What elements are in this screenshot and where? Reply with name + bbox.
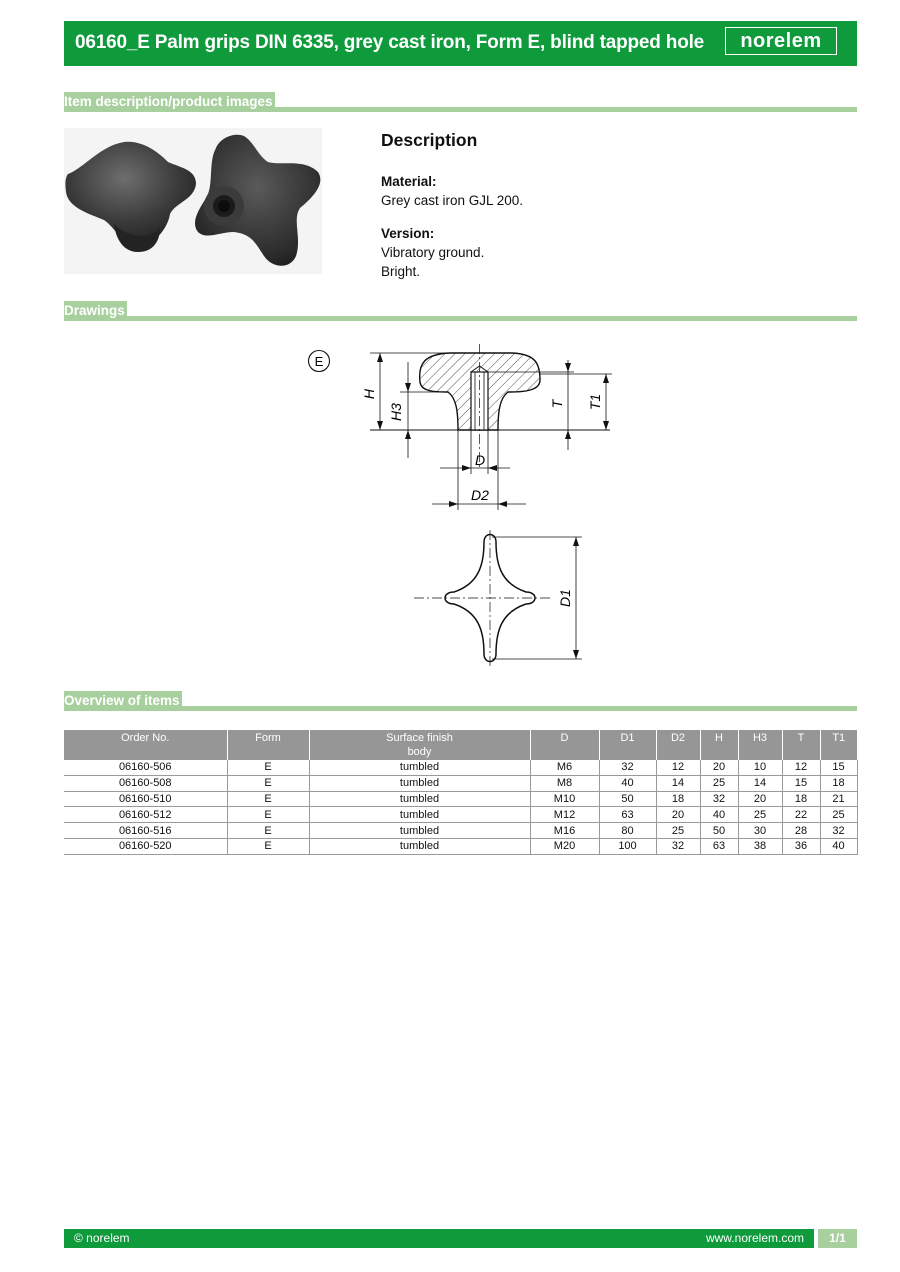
section-drawing [300, 340, 620, 515]
footer-bar [64, 1229, 814, 1248]
table-cell: 32 [820, 823, 857, 839]
footer-website-link[interactable]: www.norelem.com [705, 1231, 804, 1245]
footer-copyright: © norelem [74, 1231, 130, 1245]
table-cell: 40 [820, 838, 857, 854]
col-header-form: Form [227, 730, 309, 760]
table-cell: 30 [738, 823, 782, 839]
page-title: 06160_E Palm grips DIN 6335, grey cast iron, Form E, blind tapped hole [75, 32, 705, 53]
table-cell: E [227, 838, 309, 854]
table-row [64, 807, 857, 823]
table-cell: 50 [599, 791, 656, 807]
table-row [64, 791, 857, 807]
dim-label-d2: D2 [471, 487, 489, 503]
dim-label-t1: T1 [587, 393, 603, 411]
table-cell: 06160-516 [64, 823, 227, 839]
section-title-drawings: Drawings [64, 301, 127, 321]
dim-label-t: T [549, 399, 565, 409]
table-cell: M20 [530, 838, 599, 854]
table-cell: 20 [700, 760, 738, 775]
table-cell: M16 [530, 823, 599, 839]
table-cell: 06160-508 [64, 775, 227, 791]
table-cell: 20 [738, 791, 782, 807]
page-number: 1/1 [818, 1229, 857, 1248]
col-header-d: D [530, 730, 599, 760]
table-cell: 63 [700, 838, 738, 854]
table-cell: 36 [782, 838, 820, 854]
top-view-drawing [400, 528, 600, 668]
table-cell: tumbled [309, 791, 530, 807]
table-cell: 22 [782, 807, 820, 823]
table-cell: 14 [656, 775, 700, 791]
col-header-h: H [700, 730, 738, 760]
table-cell: 18 [656, 791, 700, 807]
section-drawings [64, 301, 857, 321]
table-cell: tumbled [309, 823, 530, 839]
dim-label-d1: D1 [557, 589, 573, 607]
table-cell: tumbled [309, 807, 530, 823]
table-cell: M8 [530, 775, 599, 791]
page-header [64, 21, 857, 66]
table-cell: tumbled [309, 760, 530, 775]
table-cell: 15 [820, 760, 857, 775]
table-cell: 25 [656, 823, 700, 839]
table-cell: 06160-520 [64, 838, 227, 854]
col-header-d1: D1 [599, 730, 656, 760]
table-cell: 32 [700, 791, 738, 807]
table-cell: 80 [599, 823, 656, 839]
table-cell: 15 [782, 775, 820, 791]
table-row [64, 775, 857, 791]
table-cell: 14 [738, 775, 782, 791]
material-block [381, 172, 841, 210]
table-row [64, 760, 857, 775]
section-title-item-description: Item description/product images [64, 92, 275, 112]
description-title: Description [381, 130, 478, 150]
col-header-surface-finish: Surface finish body [309, 730, 530, 760]
table-cell: 06160-512 [64, 807, 227, 823]
table-cell: M6 [530, 760, 599, 775]
table-cell: E [227, 760, 309, 775]
section-overview [64, 691, 857, 711]
material-label: Material: [381, 174, 437, 189]
dim-label-h: H [361, 388, 377, 400]
dim-label-d: D [474, 452, 486, 468]
table-row [64, 823, 857, 839]
items-table [64, 730, 858, 855]
logo-text: norelem [740, 30, 822, 52]
table-cell: M12 [530, 807, 599, 823]
table-cell: E [227, 823, 309, 839]
table-header-row [64, 730, 857, 760]
table-cell: 38 [738, 838, 782, 854]
norelem-logo [725, 27, 837, 55]
col-header-t1: T1 [820, 730, 857, 760]
table-cell: E [227, 791, 309, 807]
form-marker-letter: E [314, 354, 324, 369]
table-cell: 12 [782, 760, 820, 775]
col-header-h3: H3 [738, 730, 782, 760]
table-cell: 18 [820, 775, 857, 791]
version-line-1: Vibratory ground. [381, 245, 485, 260]
table-cell: tumbled [309, 838, 530, 854]
version-label: Version: [381, 226, 435, 241]
version-line-2: Bright. [381, 264, 421, 279]
table-cell: 32 [599, 760, 656, 775]
page-footer [64, 1229, 857, 1248]
description-panel [381, 128, 841, 295]
table-cell: 32 [656, 838, 700, 854]
table-cell: 25 [738, 807, 782, 823]
dim-label-h3: H3 [388, 403, 404, 421]
table-cell: 21 [820, 791, 857, 807]
col-header-order-no: Order No. [64, 730, 227, 760]
material-value: Grey cast iron GJL 200. [381, 193, 524, 208]
col-header-d2: D2 [656, 730, 700, 760]
table-cell: 25 [700, 775, 738, 791]
section-item-description [64, 92, 857, 112]
table-cell: E [227, 807, 309, 823]
col-header-t: T [782, 730, 820, 760]
table-cell: 40 [599, 775, 656, 791]
table-cell: 12 [656, 760, 700, 775]
table-cell: 50 [700, 823, 738, 839]
section-title-overview: Overview of items [64, 691, 182, 711]
table-cell: 06160-510 [64, 791, 227, 807]
version-block [381, 224, 841, 281]
table-cell: 28 [782, 823, 820, 839]
table-cell: tumbled [309, 775, 530, 791]
table-row [64, 838, 857, 854]
table-cell: 63 [599, 807, 656, 823]
table-cell: 18 [782, 791, 820, 807]
table-cell: 06160-506 [64, 760, 227, 775]
table-cell: 100 [599, 838, 656, 854]
table-cell: M10 [530, 791, 599, 807]
table-cell: 25 [820, 807, 857, 823]
table-cell: 20 [656, 807, 700, 823]
table-cell: E [227, 775, 309, 791]
table-cell: 40 [700, 807, 738, 823]
product-image [64, 128, 322, 274]
table-cell: 10 [738, 760, 782, 775]
